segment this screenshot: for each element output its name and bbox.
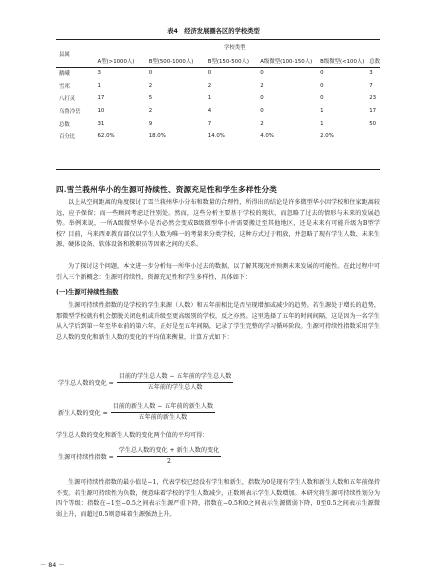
- table-cell: 7: [207, 120, 212, 127]
- table-cell: 1: [320, 108, 324, 115]
- table-cell: 5: [148, 95, 153, 102]
- table-row: [56, 117, 380, 130]
- formula-sustainability-index: [58, 447, 221, 466]
- row-label: 总数: [59, 121, 70, 128]
- fraction: [111, 403, 215, 422]
- column-header: A型(>1000人): [97, 58, 135, 65]
- table-cell: 18.0%: [148, 133, 166, 140]
- table-cell: 17: [369, 108, 377, 115]
- table-cell: 0: [260, 70, 264, 77]
- table-cell: 3: [97, 70, 101, 77]
- row-label: 鹅峨: [59, 71, 70, 78]
- table-cell: 2: [260, 120, 264, 127]
- page-number: － 84 －: [40, 562, 65, 569]
- denominator: 五年前的新生人数: [138, 414, 188, 421]
- table-row: [56, 92, 380, 105]
- paragraph: 为了探讨这个问题，本文进一步分析每一所华小过去的数据，以了解其现况并预测未来发展的可能性。在此过程中可引入三个新概念：生源可持续性、资源充足性和学生多样性，具体如下：: [56, 263, 380, 281]
- table-cell: 2.0%: [320, 133, 334, 140]
- table-cell: 2: [148, 108, 153, 115]
- table-cell: [367, 130, 380, 143]
- table-cell: 2: [207, 82, 212, 89]
- table-cell: 1: [97, 82, 101, 89]
- table-cell: 62.0%: [97, 133, 115, 140]
- row-label: 八打灵: [59, 96, 76, 103]
- table-cell: 2: [260, 82, 264, 89]
- table-row: [56, 105, 380, 118]
- row-label: 雪邦: [59, 83, 70, 90]
- row-label: 乌鲁冷岳: [59, 109, 81, 116]
- subsection-title: (一)生源可持续性指数: [56, 289, 119, 296]
- table-row: [56, 67, 380, 80]
- formula-note: 学生总人数的变化和新生人数的变化两个值的平均可得：: [56, 432, 209, 439]
- school-type-table: [56, 40, 380, 143]
- table-cell: 1: [207, 95, 212, 102]
- table-cell: 9: [148, 120, 153, 127]
- numerator: 目前的新生人数 − 五年前的新生人数: [111, 403, 215, 413]
- formula-new-student-change: [58, 403, 215, 422]
- table-row: [56, 130, 380, 143]
- paragraph: 生源可持续性指数的最小值是−1，代表学校已经没有学生和新生，指数为0是现有学生人数和新生人数和五年前保持不变。若生源可持续性为负数，便意味着学校的学生人数减少，正数则表示学生人数增加。本研究将生源可持续性划分为四个等级：指数在−1至−0.5之间表示生源严重下降，指数在−0.5和0之间表示生源微弱下降，0至0.5之间表示生源微弱上升，而超过0.5则意味着生源强劲上升。: [56, 479, 380, 518]
- table-header-row-1: [56, 40, 380, 54]
- table-cell: 0: [148, 70, 153, 77]
- table-cell: 0: [260, 108, 264, 115]
- table-cell: 10: [97, 108, 105, 115]
- group-header: 学校类型: [223, 45, 246, 51]
- denominator: 五年前的学生总人数: [147, 384, 203, 391]
- table-cell: 7: [369, 82, 373, 89]
- table-cell: 1: [320, 120, 324, 127]
- table-cell: 23: [369, 95, 377, 102]
- row-label: 百分比: [59, 134, 76, 141]
- table-cell: 0: [260, 95, 264, 102]
- table-cell: 3: [369, 70, 373, 77]
- table-cell: 2: [148, 82, 153, 89]
- column-header: B型(500-1000人): [148, 58, 194, 65]
- table-cell: 17: [97, 95, 105, 102]
- formula-lhs: 生源可持续性指数 =: [58, 454, 114, 461]
- table-caption: 表4 经济发展圈各区的学校类型: [167, 28, 260, 35]
- table-cell: 4.0%: [260, 133, 274, 140]
- table-header-row-2: [56, 54, 380, 67]
- column-header: B型(150-500人): [207, 58, 250, 65]
- column-header: A级微型(100-150人): [260, 58, 313, 65]
- table-cell: 0: [207, 70, 212, 77]
- table-row: [56, 80, 380, 93]
- denominator: 2: [167, 458, 171, 465]
- table-cell: 14.0%: [207, 133, 225, 140]
- table-cell: 0: [320, 95, 324, 102]
- formula-lhs: 新生人数的变化 =: [58, 410, 108, 417]
- section-title: 四.雪兰莪州华小的生源可持续性、资源充足性和学生多样性分类: [56, 185, 278, 194]
- fraction: [117, 447, 221, 466]
- formula-lhs: 学生总人数的变化 =: [58, 380, 114, 387]
- table-cell: 0: [320, 70, 324, 77]
- paragraph: 以上从空间距离的角度探讨了雪兰莪州华小分布和数量的合理性，所得出的结论是许多微型华小因学校和住家距离较远，应予保留；而一些顾问考虑迁往别处。然而，这些分析主要基于学校的现状，而忽略了过去的情形与未来的发展趋势。举例来说，一所A级微型华小是否必然会变成B级微型华小并需要搬迁至其他地区，还是未来有可能升级为B型学校？目前，马来西亚教育部仅以学生人数为唯一的考量来分类学校，这种方式过于粗放，并忽略了现有学生人数、未来生源、硬体设备、软体设备和教职员等因素之间的关系。: [56, 199, 380, 249]
- table-bottom-rule: [56, 169, 380, 170]
- table-cell: 31: [97, 120, 105, 127]
- column-header: B级微型(<100人): [320, 58, 365, 65]
- formula-student-change: [58, 373, 233, 392]
- fraction: [117, 373, 234, 392]
- column-header: 总数: [369, 58, 380, 65]
- numerator: 目前的学生总人数 − 五年前的学生总人数: [117, 373, 234, 383]
- table-cell: 0: [320, 82, 324, 89]
- numerator: 学生总人数的变化 + 新生人数的变化: [117, 447, 221, 457]
- table-cell: 4: [207, 108, 212, 115]
- paragraph: 生源可持续性指数的是学校的学生来源（人数）和五年前相比是否呈现增加或减少的趋势。若生源处于增长的趋势，那微型学校就有机会摆脱关闭危机或升级至更高级别的学校，反之亦然。这里选择了五年的时间间隔，这是因为一名学生从入学后到第一年至毕业前的第六年，正好是至五年间隔，记录了学生完整的学习循环阶段。生源可持续性指数采用学生总人数的变化和新生人数的变化的平均值来衡量，计算方式如下：: [56, 302, 380, 341]
- county-header: 县属: [59, 51, 70, 58]
- table-cell: 50: [369, 120, 377, 127]
